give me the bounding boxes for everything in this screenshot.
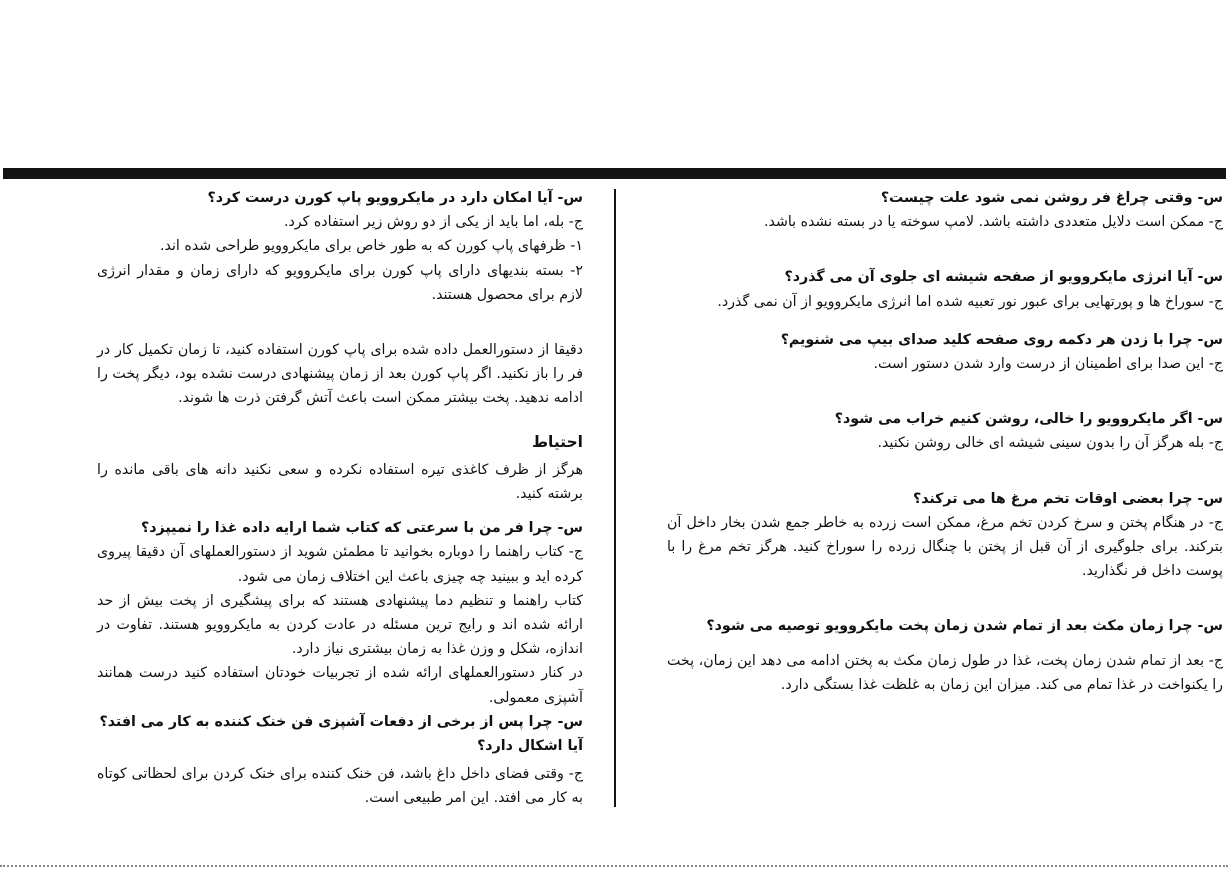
fan-question: س- چرا پس از برخی از دفعات آشپزی فن خنک کننده به کار می افتد؟: [99, 713, 583, 730]
header-rule: [3, 168, 1226, 179]
popcorn-question: س- آیا امکان دارد در مایکروویو پاپ کورن درست کرد؟: [207, 190, 583, 206]
fan-question-line-2: آیا اشکال دارد؟: [477, 738, 583, 755]
faq-question: س- اگر مایکروویو را خالی، روشن کنیم خراب می شود؟: [834, 411, 1223, 428]
caution-heading: احتیاط: [531, 432, 583, 451]
faq-answer: ج- سوراخ ها و پورتهایی برای عبور نور تعبیه شده اما انرژی مایکروویو از آن نمی گذرد.: [717, 293, 1223, 310]
faq-answer: ج- ممکن است دلایل متعددی داشته باشد. لامپ سوخته یا در بسته نشده باشد.: [764, 214, 1223, 231]
faq-answer: ج- این صدا برای اطمینان از درست وارد شدن دستور است.: [873, 356, 1223, 373]
faq-answer: ج- بعد از تمام شدن زمان پخت، غذا در طول زمان مکث به پختن ادامه می دهد این زمان، پخت را یکنواخت در غذا تمام می کند. میزان این زمان به غلظت غذا بستگی دارد.: [667, 652, 1223, 693]
speed-question: س- چرا فر من با سرعتی که کتاب شما ارایه داده غذا را نمیپزد؟: [141, 520, 583, 537]
faq-answer: ج- در هنگام پختن و سرخ کردن تخم مرغ، ممکن است زرده به خاطر جمع شدن بخار داخل آن بترکند. برای جلوگیری از آن قبل از پختن با چنگال زرده را سوراخ کنید. هرگز تخم مرغ را با پوست داخل فر نگذارید.: [667, 514, 1223, 580]
faq-question: س- چرا بعضی اوقات تخم مرغ ها می ترکند؟: [912, 490, 1223, 507]
page-bottom-edge: [0, 865, 1228, 867]
faq-question: س- آیا انرژی مایکروویو از صفحه شیشه ای جلوی آن می گذرد؟: [784, 269, 1223, 286]
speed-answer: ج- کتاب راهنما را دوباره بخوانید تا مطمئن شوید از دستورالعملهای آن دقیقا پیروی کرده اید و ببینید چه چیزی باعث این اختلاف زمان می شود.: [97, 544, 583, 585]
caution-text: هرگز از ظرف کاغذی تیره استفاده نکرده و سعی نکنید دانه های باقی مانده را برشته کنید.: [97, 461, 583, 503]
fan-answer: ج- وقتی فضای داخل داغ باشد، فن خنک کننده برای خنک کردن برای لحظاتی کوتاه به کار می افتد. این امر طبیعی است.: [97, 766, 583, 807]
faq-question: س- وقتی چراغ فر روشن نمی شود علت چیست؟: [880, 190, 1223, 206]
speed-paragraph: در کنار دستورالعملهای ارائه شده از تجربیات خودتان استفاده کنید درست همانند آشپزی معمولی.: [97, 665, 583, 706]
right-column: [667, 186, 1223, 697]
left-column: [97, 186, 583, 811]
popcorn-answer: ج- بله، اما باید از یکی از دو روش زیر استفاده کرد.: [283, 214, 583, 231]
speed-paragraph: کتاب راهنما و تنظیم دما پیشنهادی هستند که برای پیشگیری از پخت بیش از حد ارائه شده اند و رایج ترین مسئله در عادت کردن به مایکروویو هستند. تفاوت در اندازه، شکل و وزن غذا به زمان بیشتری نیاز دارد.: [97, 592, 583, 658]
column-divider: [614, 189, 616, 807]
faq-question: س- چرا با زدن هر دکمه روی صفحه کلید صدای بیپ می شنویم؟: [780, 331, 1223, 348]
popcorn-option-1: ۱- ظرفهای پاپ کورن که به طور خاص برای مایکروویو طراحی شده اند.: [160, 238, 583, 255]
popcorn-instructions: دقیقا از دستورالعمل داده شده برای پاپ کورن استفاده کنید، تا زمان تکمیل کار در فر را باز نکنید. اگر پاپ کورن بعد از زمان پیشنهادی درست نشده بود، دیگر پخت را ادامه ندهید. پخت بیشتر ممکن است باعث آتش گرفتن ذرت ها شوند.: [97, 342, 583, 407]
popcorn-option-2: ۲- بسته بندیهای دارای پاپ کورن برای مایکروویو که دارای زمان و مقدار انرژی لازم برای محصول هستند.: [97, 262, 583, 303]
faq-question: س- چرا زمان مکث بعد از تمام شدن زمان پخت مایکروویو توصیه می شود؟: [706, 618, 1223, 635]
faq-answer: ج- بله هرگز آن را بدون سینی شیشه ای خالی روشن نکنید.: [877, 435, 1223, 452]
